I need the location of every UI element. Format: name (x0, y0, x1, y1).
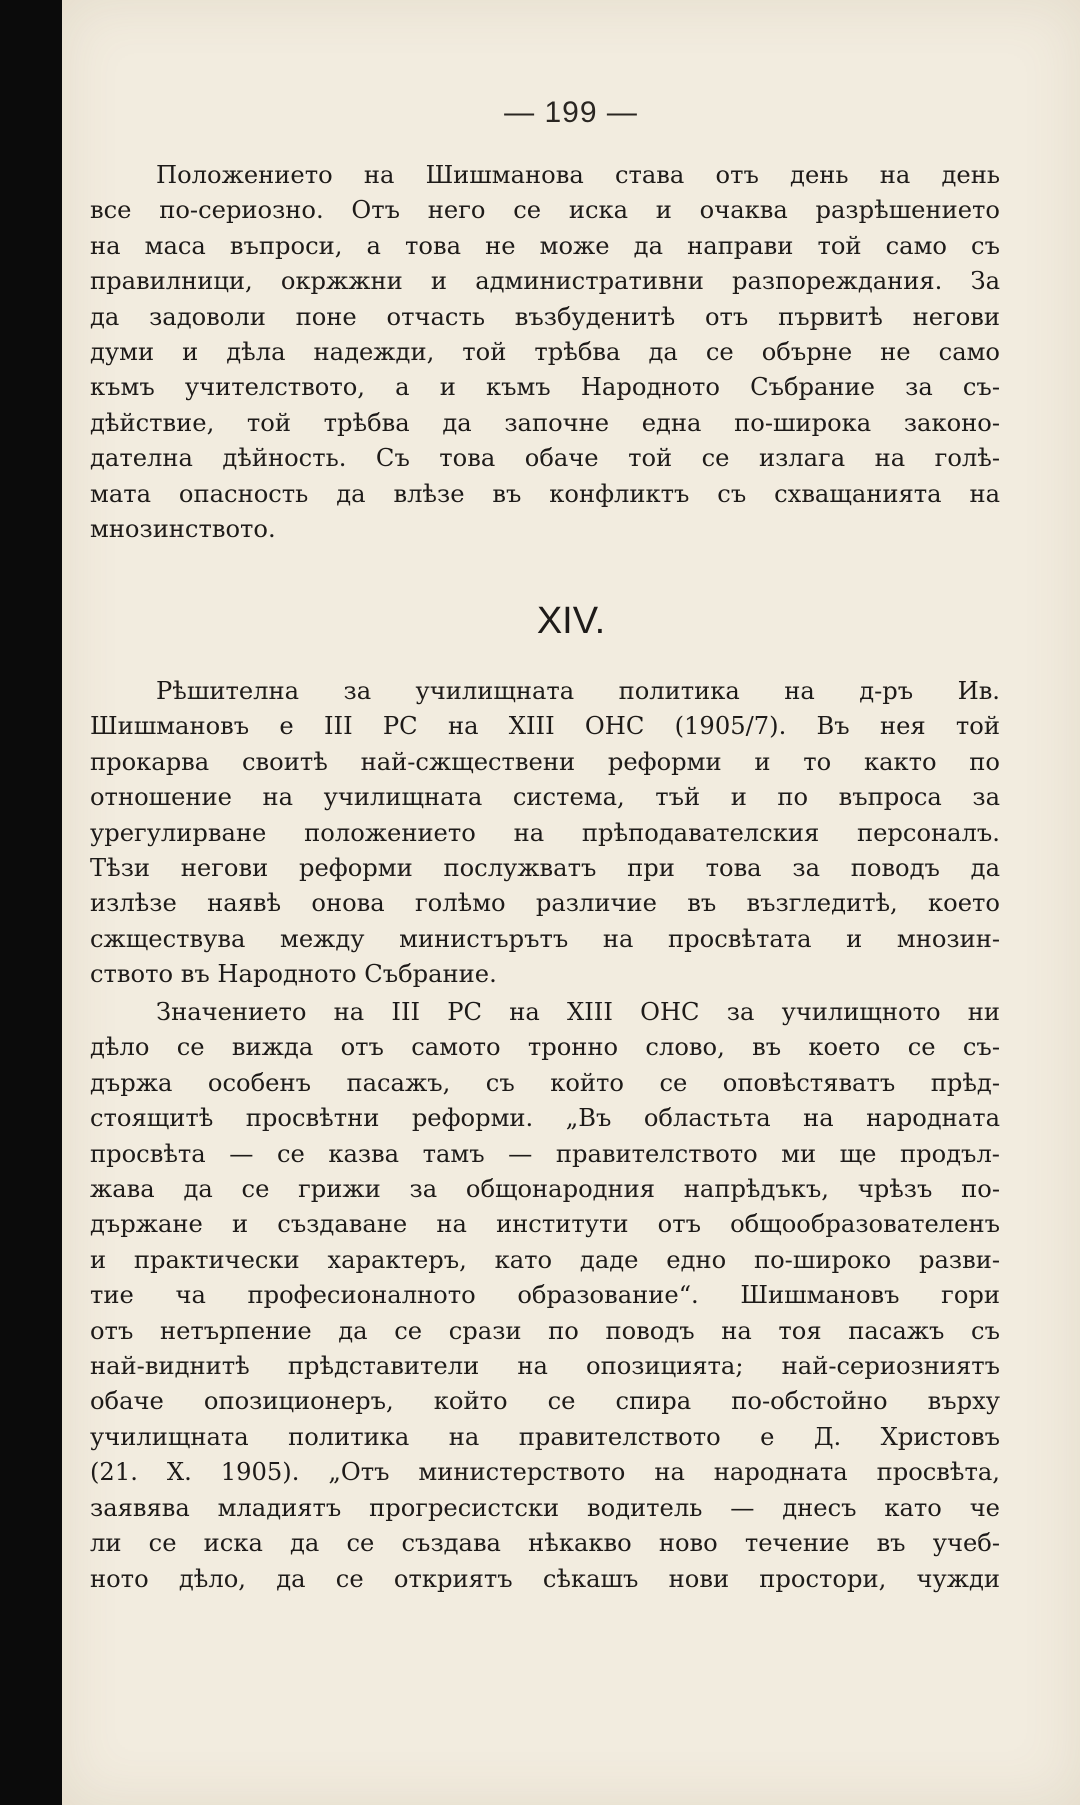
text-line: дѣйствие, той трѣбва да започне една по-широка законо- (90, 408, 1000, 437)
text-line: сжществува между министърътъ на просвѣтата и мнозин- (90, 924, 1000, 953)
text-line: излѣзе наявѣ онова голѣмо различие въ възгледитѣ, което (90, 889, 1000, 918)
text-line: Тѣзи негови реформи послужватъ при това за поводъ да (90, 854, 1000, 883)
text-line: ството въ Народното Събрание. (90, 960, 497, 989)
text-line: думи и дѣла надежди, той трѣбва да се обърне не само (90, 338, 1000, 367)
text-line: най-виднитѣ прѣдставители на опозицията; най-сериозниятъ (90, 1352, 1000, 1381)
text-line: да задоволи поне отчасть възбуденитѣ отъ първитѣ негови (90, 302, 1000, 331)
text-line: стоящитѣ просвѣтни реформи. „Въ областьта на народната (90, 1104, 1000, 1133)
text-line: мнозинството. (90, 515, 276, 544)
text-line: мата опасность да влѣзе въ конфликтъ съ схващанията на (90, 479, 1000, 508)
text-line: обаче опозиционеръ, който се спира по-обстойно върху (90, 1387, 1000, 1416)
text-line: Положението на Шишманова става отъ день на день (156, 161, 1000, 189)
text-line: и практически характеръ, като даде едно по-широко разви- (90, 1245, 1000, 1274)
text-line: ното дѣло, да се откриятъ сѣкашъ нови простори, чужди (90, 1564, 1000, 1593)
text-line: къмъ учителството, а и къмъ Народното Събрание за съ- (90, 373, 1000, 402)
section-heading: XIV. (536, 600, 606, 642)
paragraph-3 (90, 995, 1000, 1597)
text-line: тие ча професионалното образование“. Шишмановъ гори (90, 1281, 1000, 1310)
text-line: отъ нетърпение да се срази по поводъ на тоя пасажъ съ (90, 1316, 1000, 1345)
text-line: Рѣшителна за училищната политика на д-ръ Ив. (156, 677, 1000, 705)
text-line: прокарва своитѣ най-сжществени реформи и то както по (90, 747, 1000, 776)
text-line: дателна дѣйность. Съ това обаче той се излага на голѣ- (90, 444, 1000, 473)
text-line: Шишмановъ е III РС на XIII ОНС (1905/7). Въ нея той (90, 712, 1000, 741)
text-line: ли се иска да се създава нѣкакво ново течение въ учеб- (90, 1529, 1000, 1558)
paragraph-2 (90, 674, 1000, 993)
text-line: заявява младиятъ прогресистски водитель — днесъ като че (90, 1493, 1000, 1522)
text-line: отношение на училищната система, тъй и по въпроса за (90, 783, 1000, 812)
text-line: жава да се грижи за общонародния напрѣдъкъ, чрѣзъ по- (90, 1175, 1000, 1204)
page-number: — 199 — (504, 96, 638, 129)
text-line: правилници, окржжни и административни разпореждания. За (90, 267, 1000, 296)
text-line: дѣло се вижда отъ самото тронно слово, въ което се съ- (90, 1033, 1000, 1062)
text-line: държане и създаване на институти отъ общообразователенъ (90, 1210, 1000, 1239)
text-line: Значението на III РС на XIII ОНС за училищното ни (156, 998, 1000, 1026)
text-line: все по-сериозно. Отъ него се иска и очаква разрѣшението (90, 196, 1000, 225)
text-line: урегулирване положението на прѣподавателския персоналъ. (90, 818, 1000, 847)
text-line: на маса въпроси, а това не може да направи той само съ (90, 231, 1000, 260)
book-page (62, 0, 1080, 1805)
text-line: училищната политика на правителството е Д. Христовъ (90, 1422, 1000, 1451)
text-line: просвѣта — се казва тамъ — правителството ми ще продъл- (90, 1139, 1000, 1168)
text-line: (21. X. 1905). „Отъ министерството на народната просвѣта, (90, 1458, 1000, 1487)
text-line: държа особенъ пасажъ, съ който се оповѣстяватъ прѣд- (90, 1068, 1000, 1097)
paragraph-1 (90, 158, 1000, 547)
